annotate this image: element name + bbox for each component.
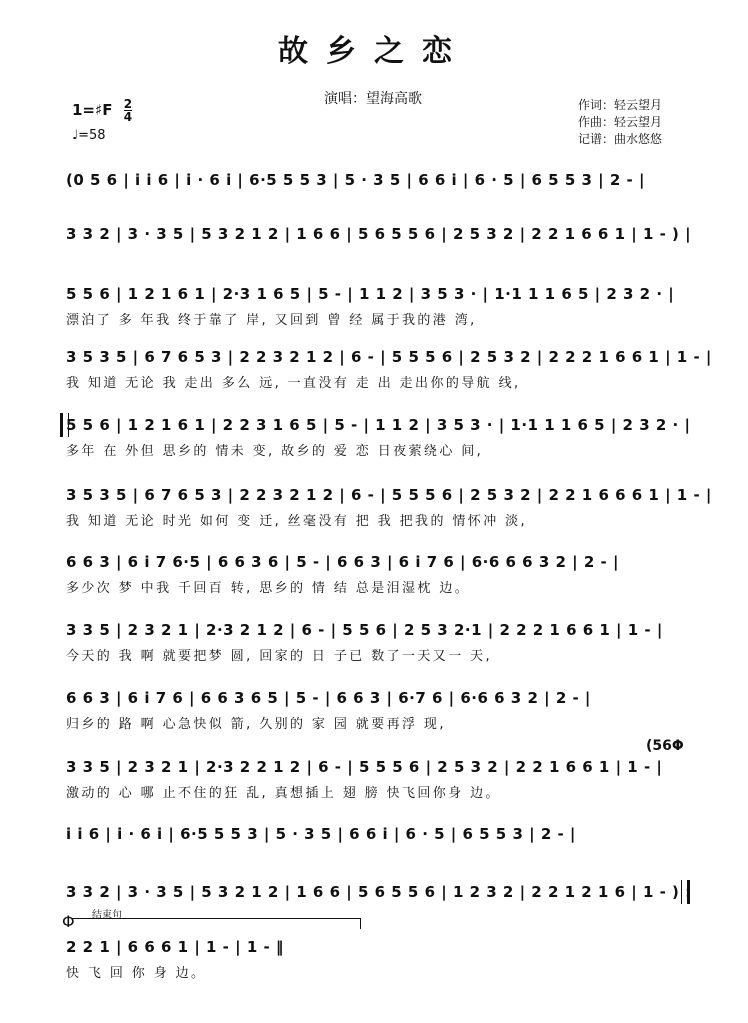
jianpu-notes: 5 5 6 | 1 2 1 6 1 | 2·3 1 6 5 | 5 - | 1 1 2 | 3 5 3 · | 1·1 1 1 6 5 | 2 3 2 · | <box>66 285 675 303</box>
lyricist-credit: 作词：轻云望月 <box>578 98 663 112</box>
jianpu-notes: 3 3 2 | 3 · 3 5 | 5 3 2 1 2 | 1 6 6 | 5 6 5 5 6 | 2 5 3 2 | 2 2 1 6 6 1 | 1 - ) | <box>66 225 692 243</box>
jianpu-notes: i i 6 | i · 6 i | 6·5 5 5 3 | 5 · 3 5 | 6 6 i | 6 · 5 | 6 5 5 3 | 2 - | <box>66 825 576 843</box>
key-signature <box>72 98 132 123</box>
jianpu-notes: (0 5 6 | i i 6 | i · 6 i | 6·5 5 5 3 | 5 · 3 5 | 6 6 i | 6 · 5 | 6 5 5 3 | 2 - | <box>66 171 645 189</box>
lyric-line: 多少次 梦 中我 千回百 转, 思乡的 情 结 总是泪湿枕 边。 <box>66 581 471 596</box>
coda-bracket <box>72 918 361 929</box>
lyric-line: 漂泊了 多 年我 终于靠了 岸, 又回到 曾 经 属于我的港 湾, <box>66 313 477 328</box>
jianpu-notes: 6 6 3 | 6 i 7 6 | 6 6 3 6 5 | 5 - | 6 6 3 | 6·7 6 | 6·6 6 3 2 | 2 - | <box>66 689 591 707</box>
jianpu-notes: 3 3 2 | 3 · 3 5 | 5 3 2 1 2 | 1 6 6 | 5 6 5 5 6 | 1 2 3 2 | 2 2 1 2 1 6 | 1 - ) : <box>66 883 692 901</box>
lyric-line: 多年 在 外但 思乡的 情未 变, 故乡的 爱 恋 日夜萦绕心 间, <box>66 444 484 459</box>
lyric-line: 激动的 心 哪 止不住的狂 乱, 真想插上 翅 膀 快飞回你身 边。 <box>66 786 501 801</box>
lyric-line: 归乡的 路 啊 心急快似 箭, 久别的 家 园 就要再浮 现, <box>66 717 446 732</box>
jianpu-notes: 3 3 5 | 2 3 2 1 | 2·3 2 1 2 | 6 - | 5 5 6 | 2 5 3 2·1 | 2 2 2 1 6 6 1 | 1 - | <box>66 621 663 639</box>
jianpu-notes: 3 5 3 5 | 6 7 6 5 3 | 2 2 3 2 1 2 | 6 - | 5 5 5 6 | 2 5 3 2 | 2 2 2 1 6 6 1 | 1 - | <box>66 348 712 366</box>
coda-hint: (56Φ <box>646 738 684 754</box>
tempo-marking: ♩=58 <box>72 128 106 143</box>
time-signature <box>124 98 132 123</box>
lyric-line: 今天的 我 啊 就要把梦 圆, 回家的 日 子已 数了一天又一 天, <box>66 649 493 664</box>
credits-block <box>578 97 662 148</box>
jianpu-notes: 6 6 3 | 6 i 7 6·5 | 6 6 3 6 | 5 - | 6 6 3 | 6 i 7 6 | 6·6 6 6 3 2 | 2 - | <box>66 553 619 571</box>
singer-credit: 演唱：望海高歌 <box>324 91 422 107</box>
repeat-start-barline <box>60 413 69 437</box>
lyric-line: 我 知道 无论 时光 如何 变 迁, 丝毫没有 把 我 把我的 情怀冲 淡, <box>66 514 528 529</box>
song-title: 故乡之恋 <box>278 34 470 69</box>
lyric-line: 我 知道 无论 我 走出 多么 远, 一直没有 走 出 走出你的导航 线, <box>66 376 521 391</box>
coda-label: 结束句 <box>92 910 122 921</box>
key-label: 1=♯F <box>72 101 113 119</box>
transcriber-credit: 记谱：曲水悠悠 <box>578 132 663 146</box>
jianpu-notes: 3 3 5 | 2 3 2 1 | 2·3 2 2 1 2 | 6 - | 5 5 5 6 | 2 5 3 2 | 2 2 1 6 6 1 | 1 - | <box>66 758 663 776</box>
time-signature-top: 2 <box>123 97 133 111</box>
composer-credit: 作曲：轻云望月 <box>578 115 663 129</box>
jianpu-notes: 3 5 3 5 | 6 7 6 5 3 | 2 2 3 2 1 2 | 6 - | 5 5 5 6 | 2 5 3 2 | 2 2 1 6 6 6 1 | 1 - | <box>66 486 712 504</box>
lyric-line: 快 飞 回 你 身 边。 <box>66 966 207 981</box>
jianpu-notes: 5 5 6 | 1 2 1 6 1 | 2 2 3 1 6 5 | 5 - | 1 1 2 | 3 5 3 · | 1·1 1 1 6 5 | 2 3 2 · | <box>66 416 691 434</box>
repeat-end-barline <box>681 880 690 904</box>
jianpu-notes: 2 2 1 | 6 6 6 1 | 1 - | 1 - ‖ <box>66 938 284 956</box>
coda-sign: Φ <box>62 912 75 931</box>
time-signature-bottom: 4 <box>123 110 133 124</box>
